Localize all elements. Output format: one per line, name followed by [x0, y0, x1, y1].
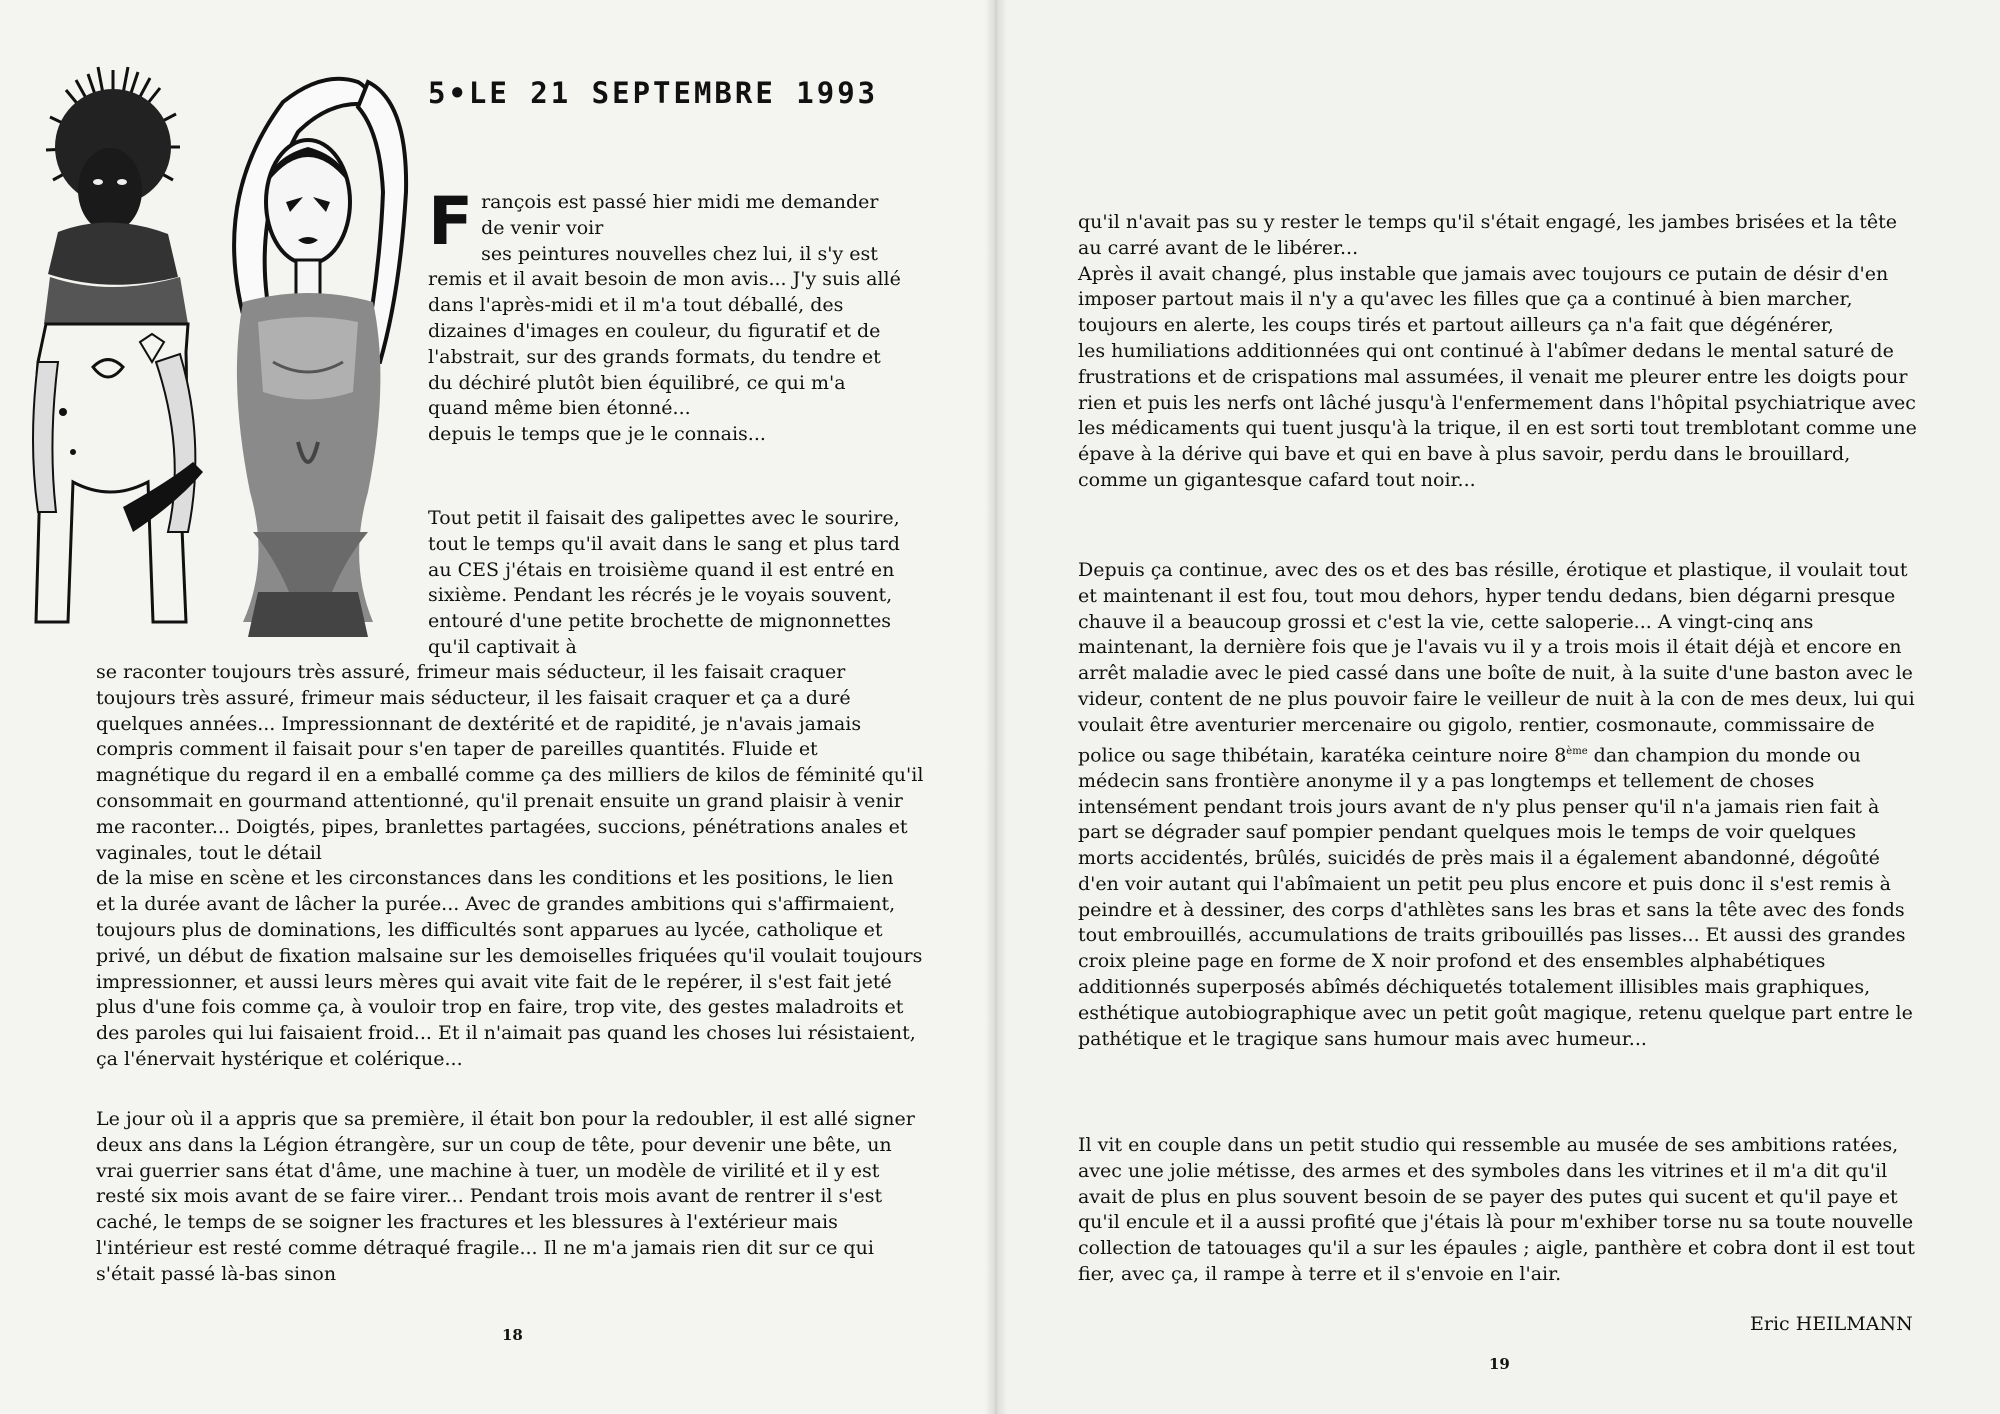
chapter-title: 5•LE 21 SEPTEMBRE 1993 — [428, 76, 879, 110]
page-number-right: 19 — [1489, 1355, 1510, 1373]
figure-right-drawing — [234, 79, 406, 637]
book-gutter — [985, 0, 1007, 1414]
left-page — [0, 0, 995, 1414]
intro-paragraph — [428, 183, 906, 448]
paragraph-legion: Le jour où il a appris que sa première, il était bon pour la redoubler, il est allé signer deux ans dans la Légion étrangère, sur un coup de tête, pour devenir une bête, un vrai guerrier sans état d'âme, une machine à tuer, un modèle de virilité et il y est resté six mois avant de se faire virer... Pendant trois mois avant de rentrer il s'est caché, le temps de se soigner les fractures et les blessures à l'extérieur mais l'intérieur est resté comme détraqué fragile... Il ne m'a jamais rien dit sur ce qui s'était passé là-bas sinon — [96, 1108, 915, 1285]
intro-text: rançois est passé hier midi me demander de venir voir ses peintures nouvelles chez lui, il s'y est remis et il avait besoin de mon avis... J'y suis allé dans l'après-midi et il m'a tout déballé, des dizaines d'images en couleur, du figuratif et de l'abstrait, sur des grands formats, du tendre et du déchiré plutôt bien équilibré, ce qui m'a quand même bien étonné... depuis le temps que je le connais... — [428, 191, 901, 446]
drop-cap: F — [428, 183, 474, 260]
page-number-left: 18 — [502, 1326, 523, 1344]
paragraph-since — [1078, 558, 1918, 1052]
superscript-eme: ème — [1566, 745, 1588, 757]
author-signature: Eric HEILMANN — [1750, 1313, 1913, 1335]
paragraph-since-text-b: dan champion du monde ou médecin sans frontière anonyme il y a pas longtemps et tellement de choses intensément pendant trois jours avant de n'y plus penser qu'il n'a jamais rien fait à part se dégrader sauf pompier pendant quelques mois le temps de voir quelques morts accidentés, brûlés, suicidés de près mais il a également abandonné, dégoûté d'en voir autant qui l'abîmaient un petit peu plus encore et puis donc il s'est remis à peindre et à dessiner, des corps d'athlètes sans les bras et sans la tête avec des fonds tout embrouillés, accumulations de traits gribouillés pas lisses... Et aussi des grandes croix pleine page en forme de X noir profond et des ensembles alphabétiques additionnés superposés abîmés déchiquetés totalement illisibles mais graphiques, esthétique autobiographique avec un petit goût magique, retenu quelque part entre le pathétique et le tragique sans humour mais avec humeur... — [1078, 743, 1913, 1050]
illustration — [28, 62, 418, 637]
figure-left-drawing — [33, 67, 203, 622]
paragraph-couple: Il vit en couple dans un petit studio qui ressemble au musée de ses ambitions ratées, avec une jolie métisse, des armes et des symboles dans les vitrines et il m'a dit qu'il avait de plus en plus souvent besoin de se payer des putes qui sucent et qu'il paye et qu'il encule et il a aussi profité que j'étais là pour m'exhiber torse nu sa toute nouvelle collection de tatouages qu'il a sur les épaules ; aigle, panthère et cobra dont il est tout fier, avec ça, il rampe à terre et il s'envoie en l'air. — [1078, 1134, 1915, 1285]
paragraph-since-text-a: Depuis ça continue, avec des os et des bas résille, érotique et plastique, il voulait tout et maintenant il est fou, tout mou dehors, hyper tendu dedans, bien dégarni presque chauve il a beaucoup grossi et c'est la vie, cette saloperie... A vingt-cinq ans maintenant, la dernière fois que je l'avais vu il y a trois mois il était déjà et encore en arrêt maladie avec le pied cassé dans une boîte de nuit, à la suite d'une baston avec le videur, content de ne plus pouvoir faire le veilleur de nuit à la con de mes deux, lui qui voulait être aventurier mercenaire ou gigolo, rentier, cosmonaute, commissaire de police ou sage thibétain, karatéka ceinture noire 8 — [1078, 559, 1915, 766]
paragraph-narrow: Tout petit il faisait des galipettes avec le sourire, tout le temps qu'il avait dans le sang et plus tard au CES j'étais en troisième quand il est entré en sixième. Pendant les récrés je le voyais souvent, entouré d'une petite brochette de mignonnettes qu'il captivait à — [428, 507, 900, 658]
bleed-through — [440, 130, 740, 150]
right-page — [995, 0, 2000, 1414]
paragraph-after-legion: qu'il n'avait pas su y rester le temps qu'il s'était engagé, les jambes brisées et la tête au carré avant de le libérer... Après il avait changé, plus instable que jamais avec toujours ce putain de désir d'en imposer partout mais il n'y a qu'avec les filles que ça a continué à bien marcher, toujours en alerte, les coups tirés et partout ailleurs ça n'a fait que dégénérer, les humiliations additionnées qui ont continué à l'abîmer dedans le mental saturé de frustrations et de crispations mal assumées, il venait me pleurer entre les doigts pour rien et puis les nerfs ont lâché jusqu'à l'enfermement dans l'hôpital psychiatrique avec les médicaments qui tuent jusqu'à la trique, il en est sorti tout tremblotant comme une épave à la dérive qui bave et qui en bave à plus savoir, perdu dans le brouillard, comme un gigantesque cafard tout noir... — [1078, 211, 1917, 491]
paragraph-wide: se raconter toujours très assuré, frimeur mais séducteur, il les faisait craquer toujours très assuré, frimeur mais séducteur, il les faisait craquer et ça a duré quelques années... Impressionnant de dextérité et de rapidité, je n'avais jamais compris comment il faisait pour s'en taper de pareilles quantités. Fluide et magnétique du regard il en a emballé comme ça des milliers de kilos de féminité qu'il consommait en gourmand attentionné, qu'il prenait ensuite un grand plaisir à venir me raconter... Doigtés, pipes, branlettes partagées, succions, pénétrations anales et vaginales, tout le détail de la mise en scène et les circonstances dans les conditions et les positions, le lien et la durée avant de lâcher la purée... Avec de grandes ambitions qui s'affirmaient, toujours plus de dominations, les difficultés sont apparues au lycée, catholique et privé, un début de fixation malsaine sur les demoiselles friquées qu'il voulait toujours impressionner, et aussi leurs mères qui avait vite fait de le repérer, il s'est fait jeté plus d'une fois comme ça, à vouloir trop en faire, trop vite, des gestes maladroits et des paroles qui lui faisaient froid... Et il n'aimait pas quand les choses lui résistaient, ça l'énervait hystérique et colérique... — [96, 661, 924, 1070]
